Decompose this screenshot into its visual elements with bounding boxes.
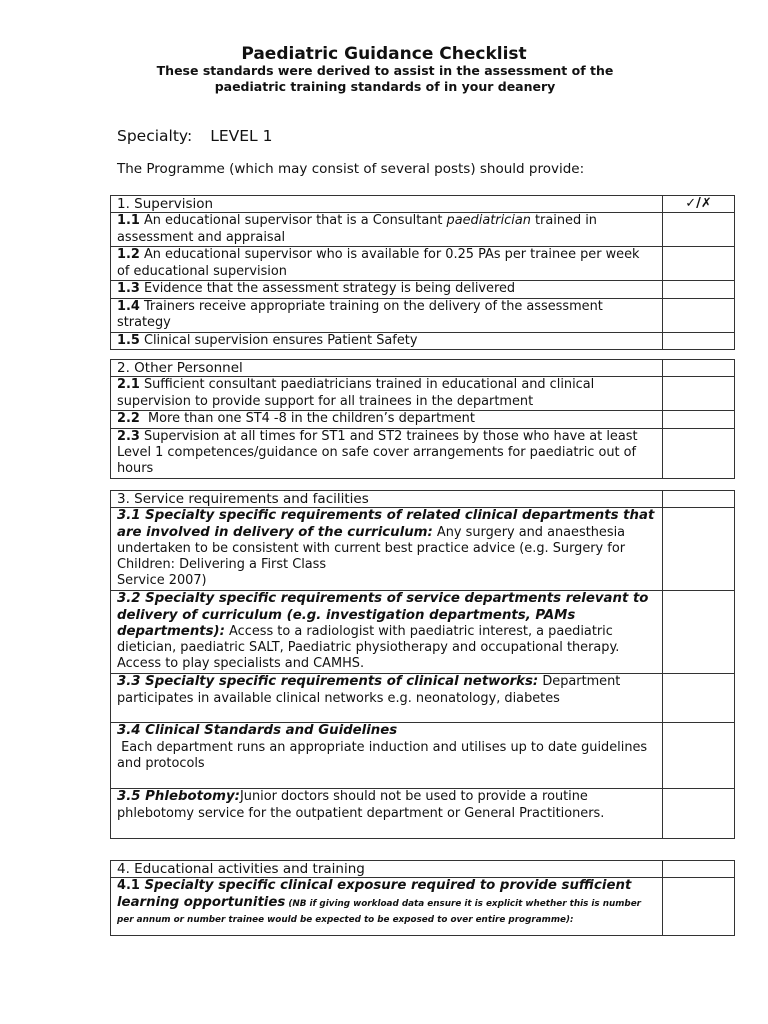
- section-service-requirements-table: [110, 490, 735, 839]
- section-heading: 3. Service requirements and facilities: [111, 491, 663, 508]
- criterion-text: 3.4 Clinical Standards and Guidelines Each department runs an appropriate induction and utilises up to date guidelines and protocols: [111, 723, 663, 789]
- tick-cross-icon: ✓/✗: [663, 196, 735, 213]
- section-educational-activities-table: [110, 860, 735, 936]
- criterion-text: 3.3 Specialty specific requirements of clinical networks: Department participates in available clinical networks e.g. neonatology, diabetes: [111, 674, 663, 723]
- tick-cell[interactable]: [663, 591, 735, 674]
- programme-intro: The Programme (which may consist of several posts) should provide:: [117, 161, 585, 177]
- section-header-row: [111, 491, 735, 508]
- tick-cell[interactable]: [663, 411, 735, 428]
- subtitle-line-1: These standards were derived to assist in the assessment of the: [156, 63, 614, 78]
- table-row: [111, 723, 735, 789]
- criterion-text: 2.3 Supervision at all times for ST1 and ST2 trainees by those who have at least Level 1 competences/guidance on safe cover arrangements for paediatric out of hours: [111, 428, 663, 478]
- criterion-text: 1.1 An educational supervisor that is a Consultant paediatrician trained in assessment and appraisal: [111, 213, 663, 247]
- tick-cell[interactable]: [663, 332, 735, 349]
- tick-cell[interactable]: [663, 377, 735, 411]
- tick-cell[interactable]: [663, 247, 735, 281]
- section-header-row: [111, 360, 735, 377]
- table-row: [111, 591, 735, 674]
- criterion-text: 3.1 Specialty specific requirements of related clinical departments that are involved in delivery of the curriculum: Any surgery and anaesthesia undertaken to be consistent with current best practice advice (e.g. Surgery for Children: Delivering a First Class Service 2007): [111, 508, 663, 591]
- section-heading: 1. Supervision: [111, 196, 663, 213]
- tick-cell[interactable]: [663, 428, 735, 478]
- table-row: [111, 377, 735, 411]
- section-heading: 2. Other Personnel: [111, 360, 663, 377]
- section-other-personnel-table: [110, 359, 735, 479]
- specialty-value: LEVEL 1: [210, 127, 273, 145]
- table-row: [111, 411, 735, 428]
- section-header-row: [111, 861, 735, 878]
- criterion-text: 2.2 More than one ST4 -8 in the children’s department: [111, 411, 663, 428]
- table-row: [111, 789, 735, 839]
- tick-cell[interactable]: [663, 281, 735, 298]
- table-row: [111, 332, 735, 349]
- table-row: [111, 428, 735, 478]
- tick-cell[interactable]: [663, 789, 735, 839]
- tick-cell[interactable]: [663, 491, 735, 508]
- tick-cell[interactable]: [663, 508, 735, 591]
- tick-cell[interactable]: [663, 674, 735, 723]
- tick-cell[interactable]: [663, 360, 735, 377]
- table-row: [111, 878, 735, 936]
- table-row: [111, 213, 735, 247]
- criterion-text: 2.1 Sufficient consultant paediatricians trained in educational and clinical supervision to provide support for all trainees in the department: [111, 377, 663, 411]
- criterion-text: 3.2 Specialty specific requirements of service departments relevant to delivery of curriculum (e.g. investigation departments, PAMs departments): Access to a radiologist with paediatric interest, a paediatric dietician, paediatric SALT, Paediatric physiotherapy and occupational therapy. Access to play specialists and CAMHS.: [111, 591, 663, 674]
- subtitle-line-2: paediatric training standards of in your deanery: [214, 79, 556, 94]
- tick-cell[interactable]: [663, 878, 735, 936]
- section-header-row: [111, 196, 735, 213]
- table-row: [111, 247, 735, 281]
- table-row: [111, 281, 735, 298]
- criterion-text: 4.1 Specialty specific clinical exposure required to provide sufficient learning opportunities (NB if giving workload data ensure it is explicit whether this is number per annum or number trainee would be expected to be exposed to over entire programme):: [111, 878, 663, 936]
- page-subtitle: [120, 63, 650, 95]
- table-row: [111, 298, 735, 332]
- table-row: [111, 674, 735, 723]
- criterion-text: 1.5 Clinical supervision ensures Patient Safety: [111, 332, 663, 349]
- specialty-label: Specialty:: [117, 127, 193, 145]
- tick-cell[interactable]: [663, 298, 735, 332]
- specialty-line: [117, 127, 272, 145]
- tick-cell[interactable]: [663, 861, 735, 878]
- criterion-text: 1.4 Trainers receive appropriate training on the delivery of the assessment strategy: [111, 298, 663, 332]
- tick-cell[interactable]: [663, 723, 735, 789]
- criterion-text: 3.5 Phlebotomy:Junior doctors should not be used to provide a routine phlebotomy service for the outpatient department or General Practitioners.: [111, 789, 663, 839]
- criterion-text: 1.3 Evidence that the assessment strategy is being delivered: [111, 281, 663, 298]
- page-title: Paediatric Guidance Checklist: [241, 44, 527, 64]
- section-supervision-table: [110, 195, 735, 350]
- criterion-text: 1.2 An educational supervisor who is available for 0.25 PAs per trainee per week of educational supervision: [111, 247, 663, 281]
- section-heading: 4. Educational activities and training: [111, 861, 663, 878]
- tick-cell[interactable]: [663, 213, 735, 247]
- table-row: [111, 508, 735, 591]
